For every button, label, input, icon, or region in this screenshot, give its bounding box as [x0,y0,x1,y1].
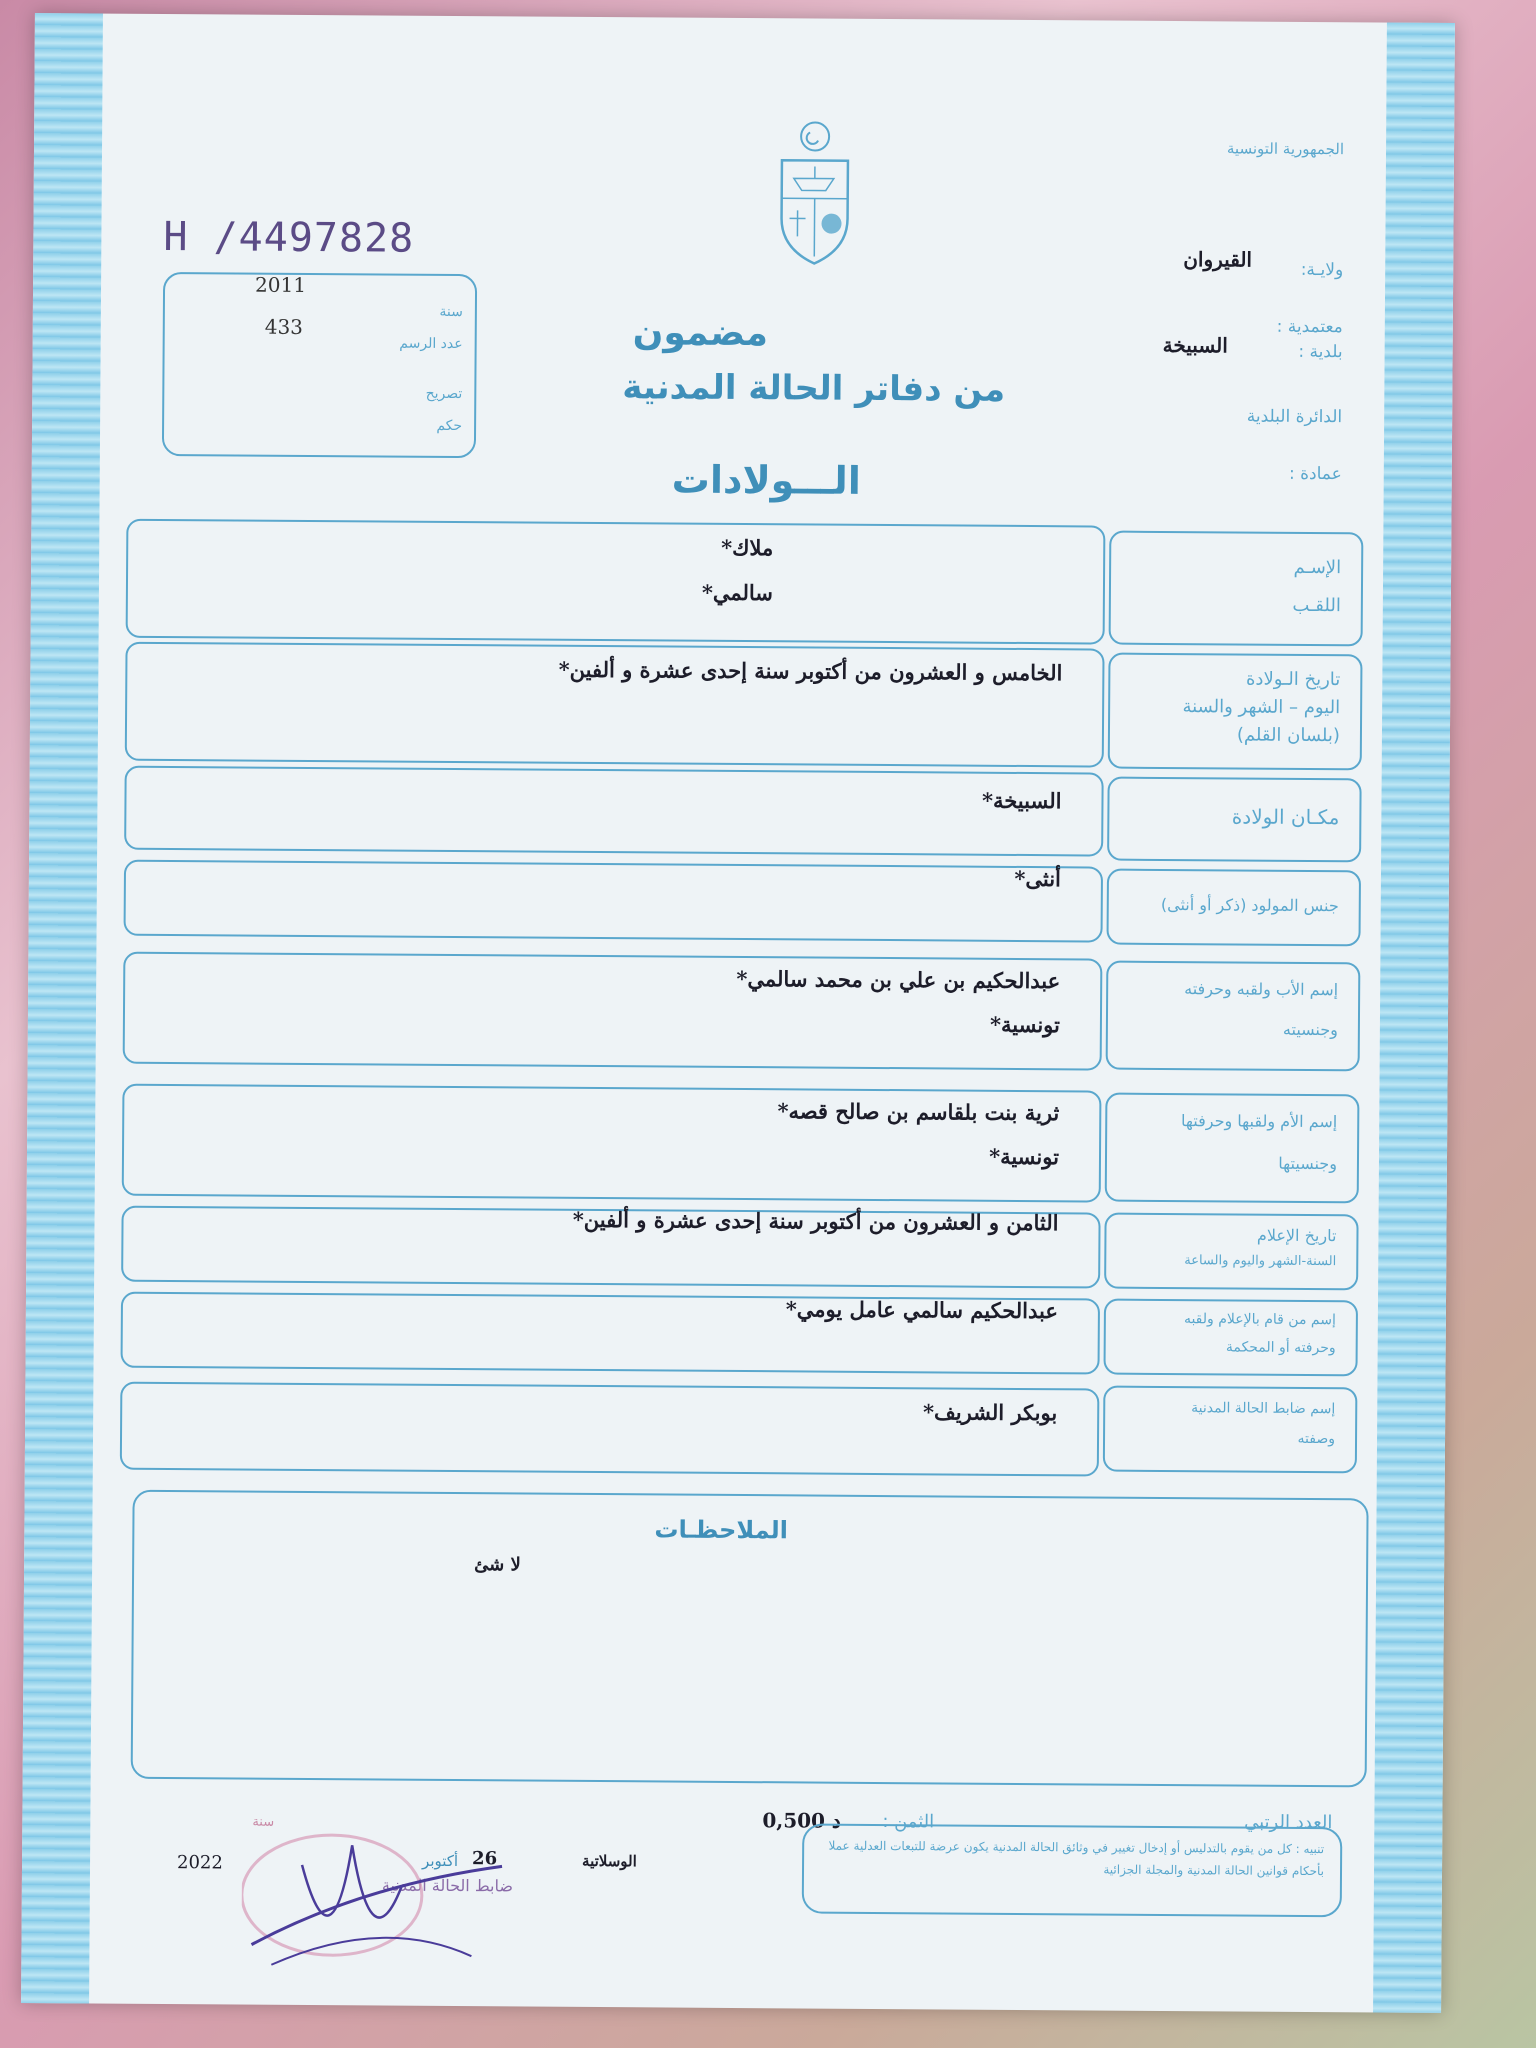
officer-value: بوبكر الشريف* [922,1399,1058,1426]
father-nationality-value: تونسية* [989,1011,1061,1038]
omada-label: عمادة : [1288,463,1342,485]
register-number-label: عدد الرسم [399,335,463,353]
row-value-birth-place [124,766,1104,857]
wilaya-value: القيروان [1183,247,1253,272]
baladiya-value: السبيخة [1162,332,1228,358]
father-value: عبدالحكيم بن علي بن محمد سالمي* [736,965,1061,994]
row-value-sex [124,860,1104,943]
legal-warning-box [802,1823,1343,1917]
judgment-label: حكم [436,417,463,435]
birth-certificate [21,13,1455,2013]
officer-signature-label: ضابط الحالة المدنية [381,1875,514,1896]
official-stamp-and-signature [241,1825,522,1977]
row-value-declarant [121,1292,1101,1375]
decorative-border-right [1373,23,1455,2013]
baladiya-label: بلدية : [1298,341,1343,363]
document-title: مضمون [632,312,769,355]
sex-value: أنثى* [1014,865,1062,892]
notes-title: الملاحظـات [654,1515,789,1545]
row-label-birth-place: مكـان الولادة [1107,777,1362,863]
year-label: سنة [439,303,463,321]
row-value-father [123,952,1103,1071]
register-number-value: 433 [264,314,304,339]
surname-value: سالمي* [701,579,774,606]
document-subtitle: من دفاتر الحالة المدنية [622,367,1006,410]
legal-warning-text: تنبيه : كل من يقوم بالتدليس أو إدخال تغيير في وثائق الحالة المدنية يكون عرضة للتبعات العدلية عملا بأحكام قوانين الحالة المدنية والمجلة الجزائية [828,1838,1325,1878]
year-label-footer: سنة [252,1814,275,1830]
tunisia-emblem-icon [773,118,856,269]
mutamadiya-label: معتمدية : [1276,316,1343,338]
row-value-officer [120,1382,1100,1477]
row-value-name [126,519,1106,645]
year-value-footer: 2022 [176,1852,223,1874]
row-value-birth-date [125,642,1105,768]
price-value: 0,500 د [762,1808,841,1833]
row-label-declarant: إسم من قام بالإعلام ولقبه وحرفته أو المحكمة [1103,1299,1358,1377]
row-value-declaration-date [121,1206,1101,1289]
declaration-date-value: الثامن و العشرون من أكتوبر سنة إحدى عشرة و ألفين* [572,1206,1059,1236]
row-label-sex: جنس المولود (ذكر أو أنثى) [1106,869,1361,947]
year-value: 2011 [254,272,307,297]
place-value: الوسلاتية [582,1851,637,1871]
mother-value: ثرية بنت بلقاسم بن صالح قصه* [777,1098,1060,1126]
notes-value: لا شئ [474,1554,521,1576]
row-label-father: إسم الأب ولقبه وحرفته وجنسيته [1106,961,1361,1072]
serial-number: H /4497828 [163,213,415,262]
row-label-mother: إسم الأم ولقبها وحرفتها وجنسيتها [1105,1093,1360,1204]
mother-nationality-value: تونسية* [989,1143,1060,1170]
row-label-declaration-date: تاريخ الإعلام السنة-الشهر واليوم والساعة [1104,1213,1359,1291]
section-title: الـــولادات [671,457,861,503]
row-label-birth-date: تاريخ الـولادة اليوم – الشهر والسنة (بلسان القلم) [1108,653,1363,771]
republic-label: الجمهورية التونسية [1226,139,1345,159]
declarant-value: عبدالحكيم سالمي عامل يومي* [785,1296,1059,1324]
municipal-circle-label: الدائرة البلدية [1246,406,1343,428]
serial-number-label: العدد الرتبي [1244,1811,1333,1834]
price-label: الثمن : [882,1811,935,1833]
notes-box [131,1490,1369,1788]
wilaya-label: ولايـة: [1300,259,1344,281]
month-value: أكتوبر [422,1851,459,1871]
first-name-value: ملاك* [721,534,774,561]
decorative-border-left [21,13,103,2003]
birth-date-value: الخامس و العشرون من أكتوبر سنة إحدى عشرة و ألفين* [558,656,1063,686]
birth-place-value: السبيخة* [981,787,1062,814]
row-value-mother [122,1084,1102,1203]
row-label-name: الإسـم اللقـب [1109,531,1364,647]
row-label-officer: إسم ضابط الحالة المدنية وصفته [1103,1386,1358,1474]
day-value: 26 [472,1848,498,1870]
register-box [162,272,477,458]
declaration-label: تصريح [425,385,463,403]
